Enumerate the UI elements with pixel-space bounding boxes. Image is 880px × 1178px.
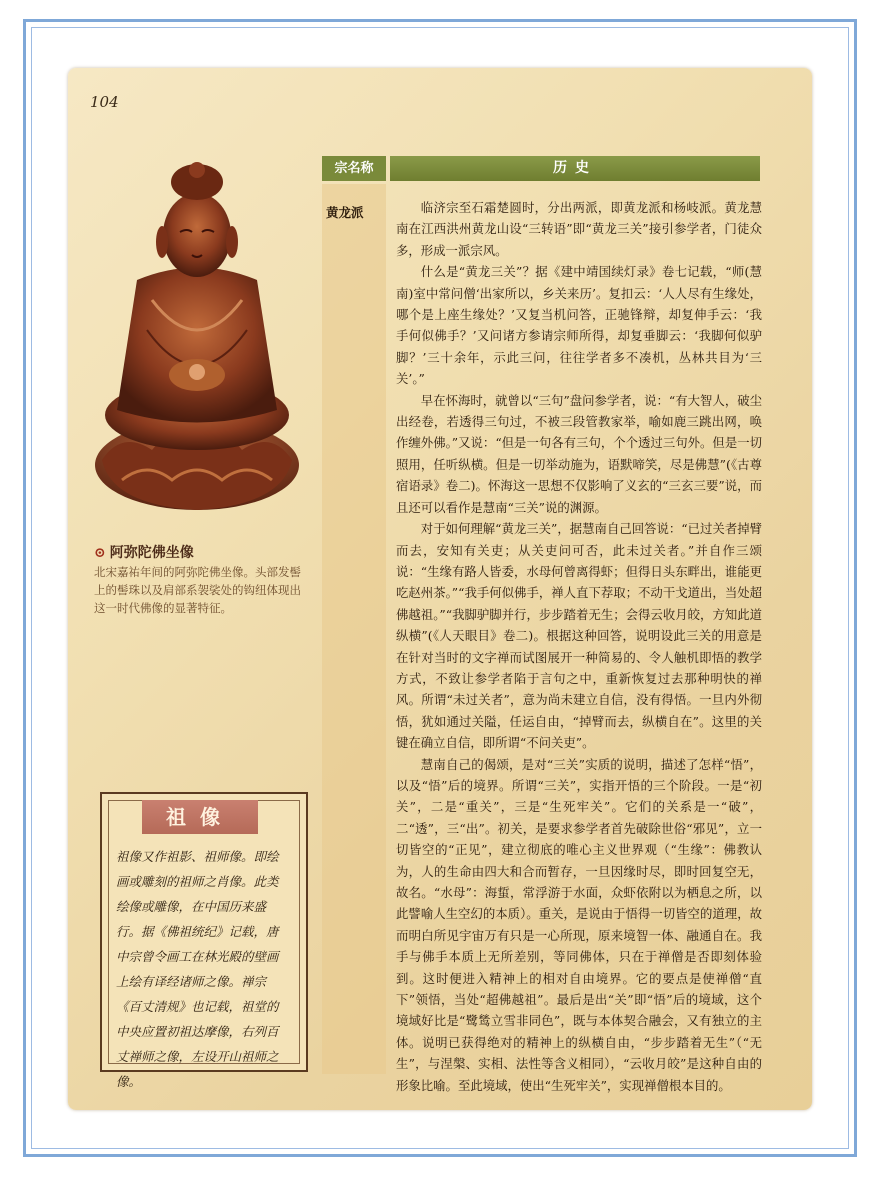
paragraph: 什么是“黄龙三关”？据《建中靖国续灯录》卷七记载，“师(慧南)室中常问僧‘出家所以，乡关来历’。复扣云：‘人人尽有生缘处，哪个是上座生缘处？’又复当机问答，正驰锋辩，却复伸手云：‘我手何似佛手？’又问诸方参请宗师所得，却复垂脚云：‘我脚何似驴脚？’三十余年，示此三问，往往学者多不凑机，丛林共目为‘三关’。”	[396, 264, 762, 387]
table-header-name: 宗名称	[322, 156, 386, 181]
paragraph: 临济宗至石霜楚圆时，分出两派，即黄龙派和杨岐派。黄龙慧南在江西洪州黄龙山设“三转语”即“黄龙三关”接引参学者，门徒众多，形成一派宗风。	[396, 200, 762, 258]
amitabha-statue-image	[92, 160, 312, 535]
sidebar-title: 祖像	[142, 800, 258, 834]
history-text	[396, 197, 762, 1096]
sidebar-box	[100, 792, 308, 1089]
statue-caption-text: 北宋嘉祐年间的阿弥陀佛坐像。头部发髻上的髻珠以及肩部系袈裟处的钩纽体现出这一时代佛像的显著特征。	[94, 565, 301, 615]
circle-bullet-icon: ⊙	[94, 545, 106, 561]
paragraph: 慧南自己的偈颂，是对“三关”实质的说明，描述了怎样“悟”，以及“悟”后的境界。所谓“三关”，实指开悟的三个阶段。一是“初关”，二是“重关”，三是“生死牢关”。它们的关系是一“破”，二“透”，三“出”。初关，是要求参学者首先破除世俗“邪见”，立一切皆空的“正见”，建立彻底的唯心主义世界观（“生缘”：佛教认为，人的生命由四大和合而暂存，一旦因缘时尽，即时回复空无，故名。“水母”：海蜇，常浮游于水面，众虾依附以为栖息之所，以此譬喻人生空幻的本质）。重关，是说由于悟得一切皆空的道理，故而明白所见宇宙万有只是一心所现，原来境智一体、融通自在。我手与佛手本质上无所差别，等同佛体，只在于禅僧是否即刻体验到。这时便进入精神上的相对自由境界。它的要点是使禅僧“直下”领悟，当处“超佛越祖”。最后是出“关”即“悟”后的境域，这个境域好比是“鹭鸶立雪非同色”，既与本体契合融会，又有独立的主体。说明已获得绝对的精神上的纵横自由，“步步踏着无生”（“无生”，与涅槃、实相、法性等含义相同），“云收月皎”是这种自由的形象比喻。至此境域，使出“生死牢关”，实现禅僧根本目的。	[396, 756, 762, 1093]
section-name: 黄龙派	[326, 205, 364, 220]
name-column-shade	[322, 184, 386, 1074]
table-header-history: 历史	[390, 156, 760, 181]
paragraph: 早在怀海时，就曾以“三句”盘问参学者，说：“有大智人，破尘出经卷，若透得三句过，不被三段管教家举，喻如鹿三跳出网，唤作缠外佛。”又说：“但是一句各有三句，个个透过三句外。但是一切照用，任听纵横。但是一切举动施为，语默啼笑，尽是佛慧”(《古尊宿语录》卷二)。怀海这一思想不仅影响了义玄的“三玄三要”说，而且还可以看作是慧南“三关”说的渊源。	[396, 392, 762, 515]
statue-title-text: 阿弥陀佛坐像	[109, 545, 194, 561]
page-number: 104	[90, 93, 119, 111]
paragraph: 对于如何理解“黄龙三关”，据慧南自己回答说：“已过关者掉臂而去，安知有关吏；从关吏问可否，此未过关者。”并自作三颂说：“生缘有路人皆委，水母何曾离得虾；但得日头东畔出，谁能更吃赵州茶。”“我手何似佛手，禅人直下荐取；不动干戈道出，当处超佛越祖。”“我脚驴脚并行，步步踏着无生；会得云收月皎，方知此道纵横”(《人天眼目》卷二)。根据这种回答，说明设此三关的用意是在针对当时的文字禅而试图展开一种简易的、令人触机即悟的教学方式，不致让参学者陷于言句之中，重新恢复过去那种明快的禅风。所谓“未过关者”，意为尚未建立自信，没有得悟。一旦内外彻悟，犹如通过关隘，任运自由，“掉臂而去，纵横自在”。这里的关键在确立自信，即所谓“不问关吏”。	[396, 521, 762, 751]
sidebar-text: 祖像又作祖影、祖师像。即绘画或雕刻的祖师之肖像。此类绘像或雕像，在中国历来盛行。据《佛祖统纪》记载，唐中宗曾令画工在林光殿的壁画上绘有译经诸师之像。禅宗《百丈清规》也记载，祖堂的中央应置初祖达摩像，右列百丈禅师之像，左设开山祖师之像。	[116, 849, 279, 1089]
statue-caption-title	[94, 542, 194, 562]
